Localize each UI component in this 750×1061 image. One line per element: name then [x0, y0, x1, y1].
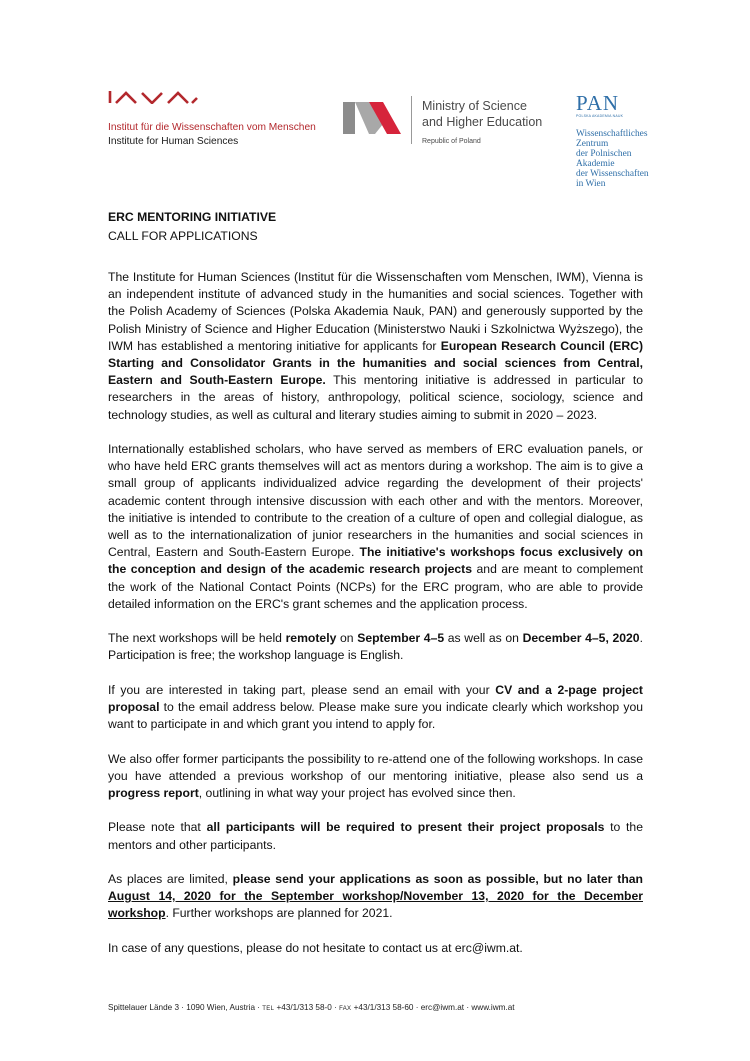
pan-line: der Polnischen	[576, 149, 632, 159]
bold-run: September 4–5	[357, 631, 445, 646]
text-run: Internationally established scholars, who have served as members of ERC evaluation panels, or who have held ERC grants themselves will act as mentors during a workshop. The aim is to give a small group of applicants individualized advice regarding the development of their projects' academic content through intensive discussion with each other and with the mentors. Moreover, the initiative is intended to contribute to the creation of a culture of open and collegial dialogue, as well as to the internationalization of junior researchers in the humanities and social sciences in Central, Eastern and South-Eastern Europe.	[108, 442, 643, 560]
iwm-logo-mark-icon	[108, 90, 198, 104]
text-run: The Institute for Human Sciences (Institut für die Wissenschaften vom Menschen, IWM), Vienna is an independent institute of advanced study in the humanities and social sciences. Together with the Polish Academy of Sciences (Polska Akademia Nauk, PAN) and generously supported by the Polish Ministry of Science and Higher Education (Ministerstwo Nauki i Szkolnictwa Wyższego), the IWM has established a mentoring initiative for applicants for	[108, 270, 643, 353]
bold-run: progress report	[108, 786, 199, 801]
ministry-divider	[411, 96, 412, 144]
bold-run: CV and a 2-page project proposal	[108, 682, 643, 715]
paragraph-contact	[108, 940, 643, 957]
bold-run: December 4–5, 2020	[522, 631, 640, 646]
paragraph-intro	[108, 269, 643, 424]
footer-fax-contact: +43/1/313 58-60 · erc@iwm.at · www.iwm.at	[351, 1003, 515, 1012]
text-run: . Participation is free; the workshop language is English.	[108, 631, 643, 663]
pan-line: Zentrum	[576, 139, 609, 149]
pan-line: in Wien	[576, 179, 606, 189]
footer-address: Spittelauer Lände 3 · 1090 Wien, Austria ·	[108, 1003, 263, 1012]
bold-run: please send your applications as soon as possible, but no later than	[232, 872, 643, 887]
text-run: In case of any questions, please do not hesitate to contact us at erc@iwm.at.	[108, 940, 523, 955]
text-run: and are meant to complement the work of the National Contact Points (NCPs) for the ERC program, who are able to provide detailed information on the ERC's grant schemes and the application process.	[108, 562, 643, 611]
footer-tel-label: TEL	[262, 1006, 275, 1012]
footer-tel: +43/1/313 58-0 ·	[274, 1003, 340, 1012]
document-heading	[108, 208, 276, 246]
document-body	[108, 269, 643, 974]
ministry-name-line1: Ministry of Science	[422, 99, 527, 113]
pan-wordmark: PAN	[576, 91, 620, 115]
paragraph-presentation	[108, 819, 643, 853]
paragraph-dates	[108, 630, 643, 664]
text-run: As places are limited,	[108, 872, 233, 887]
text-run: , outlining in what way your project has evolved since then.	[198, 786, 516, 801]
pan-line: Akademie	[576, 159, 615, 169]
pan-logo	[576, 92, 656, 189]
document-subtitle: CALL FOR APPLICATIONS	[108, 229, 258, 243]
text-run: on	[336, 631, 358, 646]
pan-line: der Wissenschaften	[576, 169, 649, 179]
ministry-logo-mark-icon	[343, 100, 401, 134]
text-run: as well as on	[444, 631, 523, 646]
footer-fax-label: FAX	[339, 1006, 352, 1012]
iwm-name-german: Institut für die Wissenschaften vom Menschen	[108, 122, 316, 133]
text-run: We also offer former participants the possibility to re-attend one of the following workshops. In case you have attended a previous workshop of our mentoring initiative, please also send us a	[108, 751, 643, 783]
bold-run: European Research Council (ERC) Starting and Consolidator Grants in the humanities and social sciences from Central, Eastern and South-Eastern Europe.	[108, 338, 643, 388]
deadline-dates: August 14, 2020 for the September workshop/November 13, 2020 for the December workshop	[108, 889, 643, 921]
text-run: This mentoring initiative is addressed in particular to researchers in the areas of history, anthropology, political science, sociology, science and technology studies, as well as cultural and literary studies aiming to submit in 2020 – 2023.	[108, 373, 643, 422]
page-footer	[108, 1003, 515, 1012]
ministry-subtitle: Republic of Poland	[422, 138, 481, 145]
document-title: ERC MENTORING INITIATIVE	[108, 210, 277, 224]
bold-run: all participants will be required to present their project proposals	[206, 820, 605, 835]
paragraph-former-participants	[108, 751, 643, 803]
bold-run: The initiative's workshops focus exclusively on the conception and design of the academic research projects	[108, 545, 643, 577]
iwm-name-english: Institute for Human Sciences	[108, 136, 239, 147]
bold-run: remotely	[285, 631, 337, 646]
ministry-name-line2: and Higher Education	[422, 115, 543, 129]
text-run: to the mentors and other participants.	[108, 820, 643, 852]
pan-subtitle: POLSKA AKADEMIA NAUK	[576, 114, 624, 118]
text-run: The next workshops will be held	[108, 631, 286, 646]
paragraph-deadline	[108, 871, 643, 923]
pan-line: Wissenschaftliches	[576, 129, 648, 139]
text-run: to the email address below. Please make sure you indicate clearly which workshop you want to participate in and which grant you intend to apply for.	[108, 700, 643, 732]
text-run: Please note that	[108, 820, 207, 835]
paragraph-apply	[108, 682, 643, 734]
text-run: . Further workshops are planned for 2021.	[165, 906, 393, 921]
text-run: If you are interested in taking part, please send an email with your	[108, 682, 496, 697]
pan-text-block	[576, 129, 656, 189]
paragraph-mentors	[108, 441, 643, 613]
